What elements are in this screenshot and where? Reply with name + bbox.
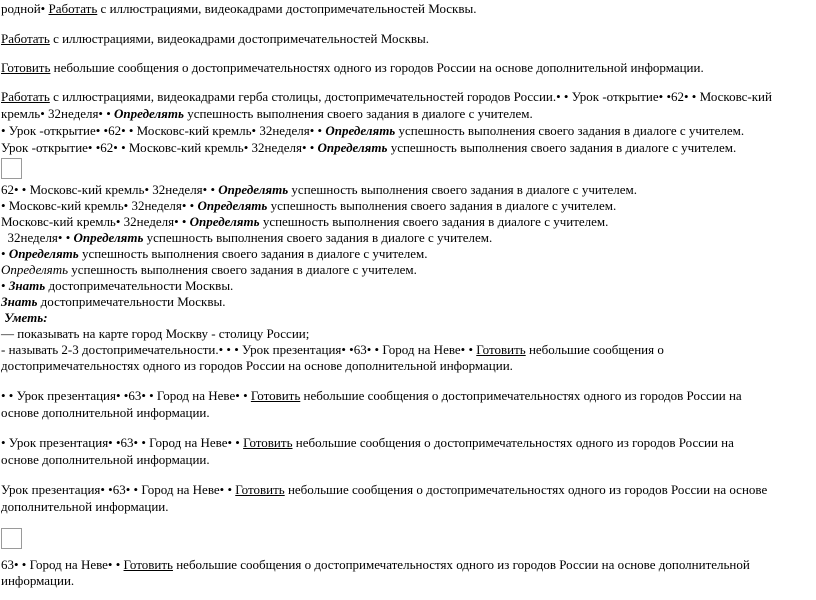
image-placeholder — [1, 528, 22, 549]
heading-umet: Уметь: — [1, 310, 48, 325]
text-line: родной• Работать с иллюстрациями, видеокадрами достопримечательностей Москвы. — [1, 1, 477, 16]
text-line: основе дополнительной информации. — [1, 405, 210, 420]
text-line: - называть 2-3 достопримечательности.• • • Урок презентация• •63• • Город на Неве• • Готовить небольшие сообщения о — [1, 342, 664, 357]
text-line: основе дополнительной информации. — [1, 452, 210, 467]
text-line: достопримечательностях одного из городов России на основе дополнительной информации. — [1, 358, 513, 373]
text-line: • Урок -открытие• •62• • Московс-кий кремль• 32неделя• • Определять успешность выполнения своего задания в диалоге с учителем. — [1, 123, 745, 138]
text-line: • • Урок презентация• •63• • Город на Неве• • Готовить небольшие сообщения о достопримечательностях одного из городов России на — [1, 388, 742, 403]
link-gotovit[interactable]: Готовить — [250, 388, 301, 403]
text-line: Готовить небольшие сообщения о достопримечательностях одного из городов России на основе дополнительной информации. — [1, 60, 704, 75]
link-rabotat[interactable]: Работать — [48, 1, 98, 16]
link-gotovit[interactable]: Готовить — [243, 435, 293, 450]
text-line: 63• • Город на Неве• • Готовить небольшие сообщения о достопримечательностях одного из городов России на основе дополнительной — [1, 557, 750, 572]
link-gotovit[interactable]: Готовить — [235, 482, 285, 497]
text-line: дополнительной информации. — [1, 499, 169, 514]
image-placeholder — [1, 158, 22, 179]
text-line: • Московс-кий кремль• 32неделя• • Определять успешность выполнения своего задания в диалоге с учителем. — [1, 198, 617, 213]
link-rabotat[interactable]: Работать — [1, 31, 50, 46]
text-line: Урок презентация• •63• • Город на Неве• • Готовить небольшие сообщения о достопримечательностях одного из городов России на основе — [1, 482, 768, 497]
text-line: Определять успешность выполнения своего задания в диалоге с учителем. — [1, 262, 417, 277]
text-line: информации. — [1, 573, 75, 588]
text-line: кремль• 32неделя• • Определять успешность выполнения своего задания в диалоге с учителем. — [1, 106, 533, 121]
text-line: Работать с иллюстрациями, видеокадрами герба столицы, достопримечательностей городов России.• • Урок -открытие• •62• • Московс-кий — [1, 89, 772, 104]
text-line: • Знать достопримечательности Москвы. — [1, 278, 234, 293]
text-line: • Урок презентация• •63• • Город на Неве• • Готовить небольшие сообщения о достопримечательностях одного из городов России на — [1, 435, 734, 450]
text-line: Московс-кий кремль• 32неделя• • Определять успешность выполнения своего задания в диалоге с учителем. — [1, 214, 609, 229]
text-line: Работать с иллюстрациями, видеокадрами достопримечательностей Москвы. — [1, 31, 430, 46]
link-rabotat[interactable]: Работать — [1, 89, 50, 104]
link-gotovit[interactable]: Готовить — [123, 557, 173, 572]
text-line: Знать достопримечательности Москвы. — [1, 294, 226, 309]
text-line: 62• • Московс-кий кремль• 32неделя• • Определять успешность выполнения своего задания в диалоге с учителем. — [1, 182, 638, 197]
text-line: Урок -открытие• •62• • Московс-кий кремль• 32неделя• • Определять успешность выполнения своего задания в диалоге с учителем. — [1, 140, 737, 155]
link-gotovit[interactable]: Готовить — [476, 342, 526, 357]
text-line: 32неделя• • Определять успешность выполнения своего задания в диалоге с учителем. — [1, 230, 493, 245]
text-line: • Определять успешность выполнения своего задания в диалоге с учителем. — [1, 246, 428, 261]
link-gotovit[interactable]: Готовить — [1, 60, 51, 75]
text-line: — показывать на карте город Москву - столицу России; — [1, 326, 310, 341]
